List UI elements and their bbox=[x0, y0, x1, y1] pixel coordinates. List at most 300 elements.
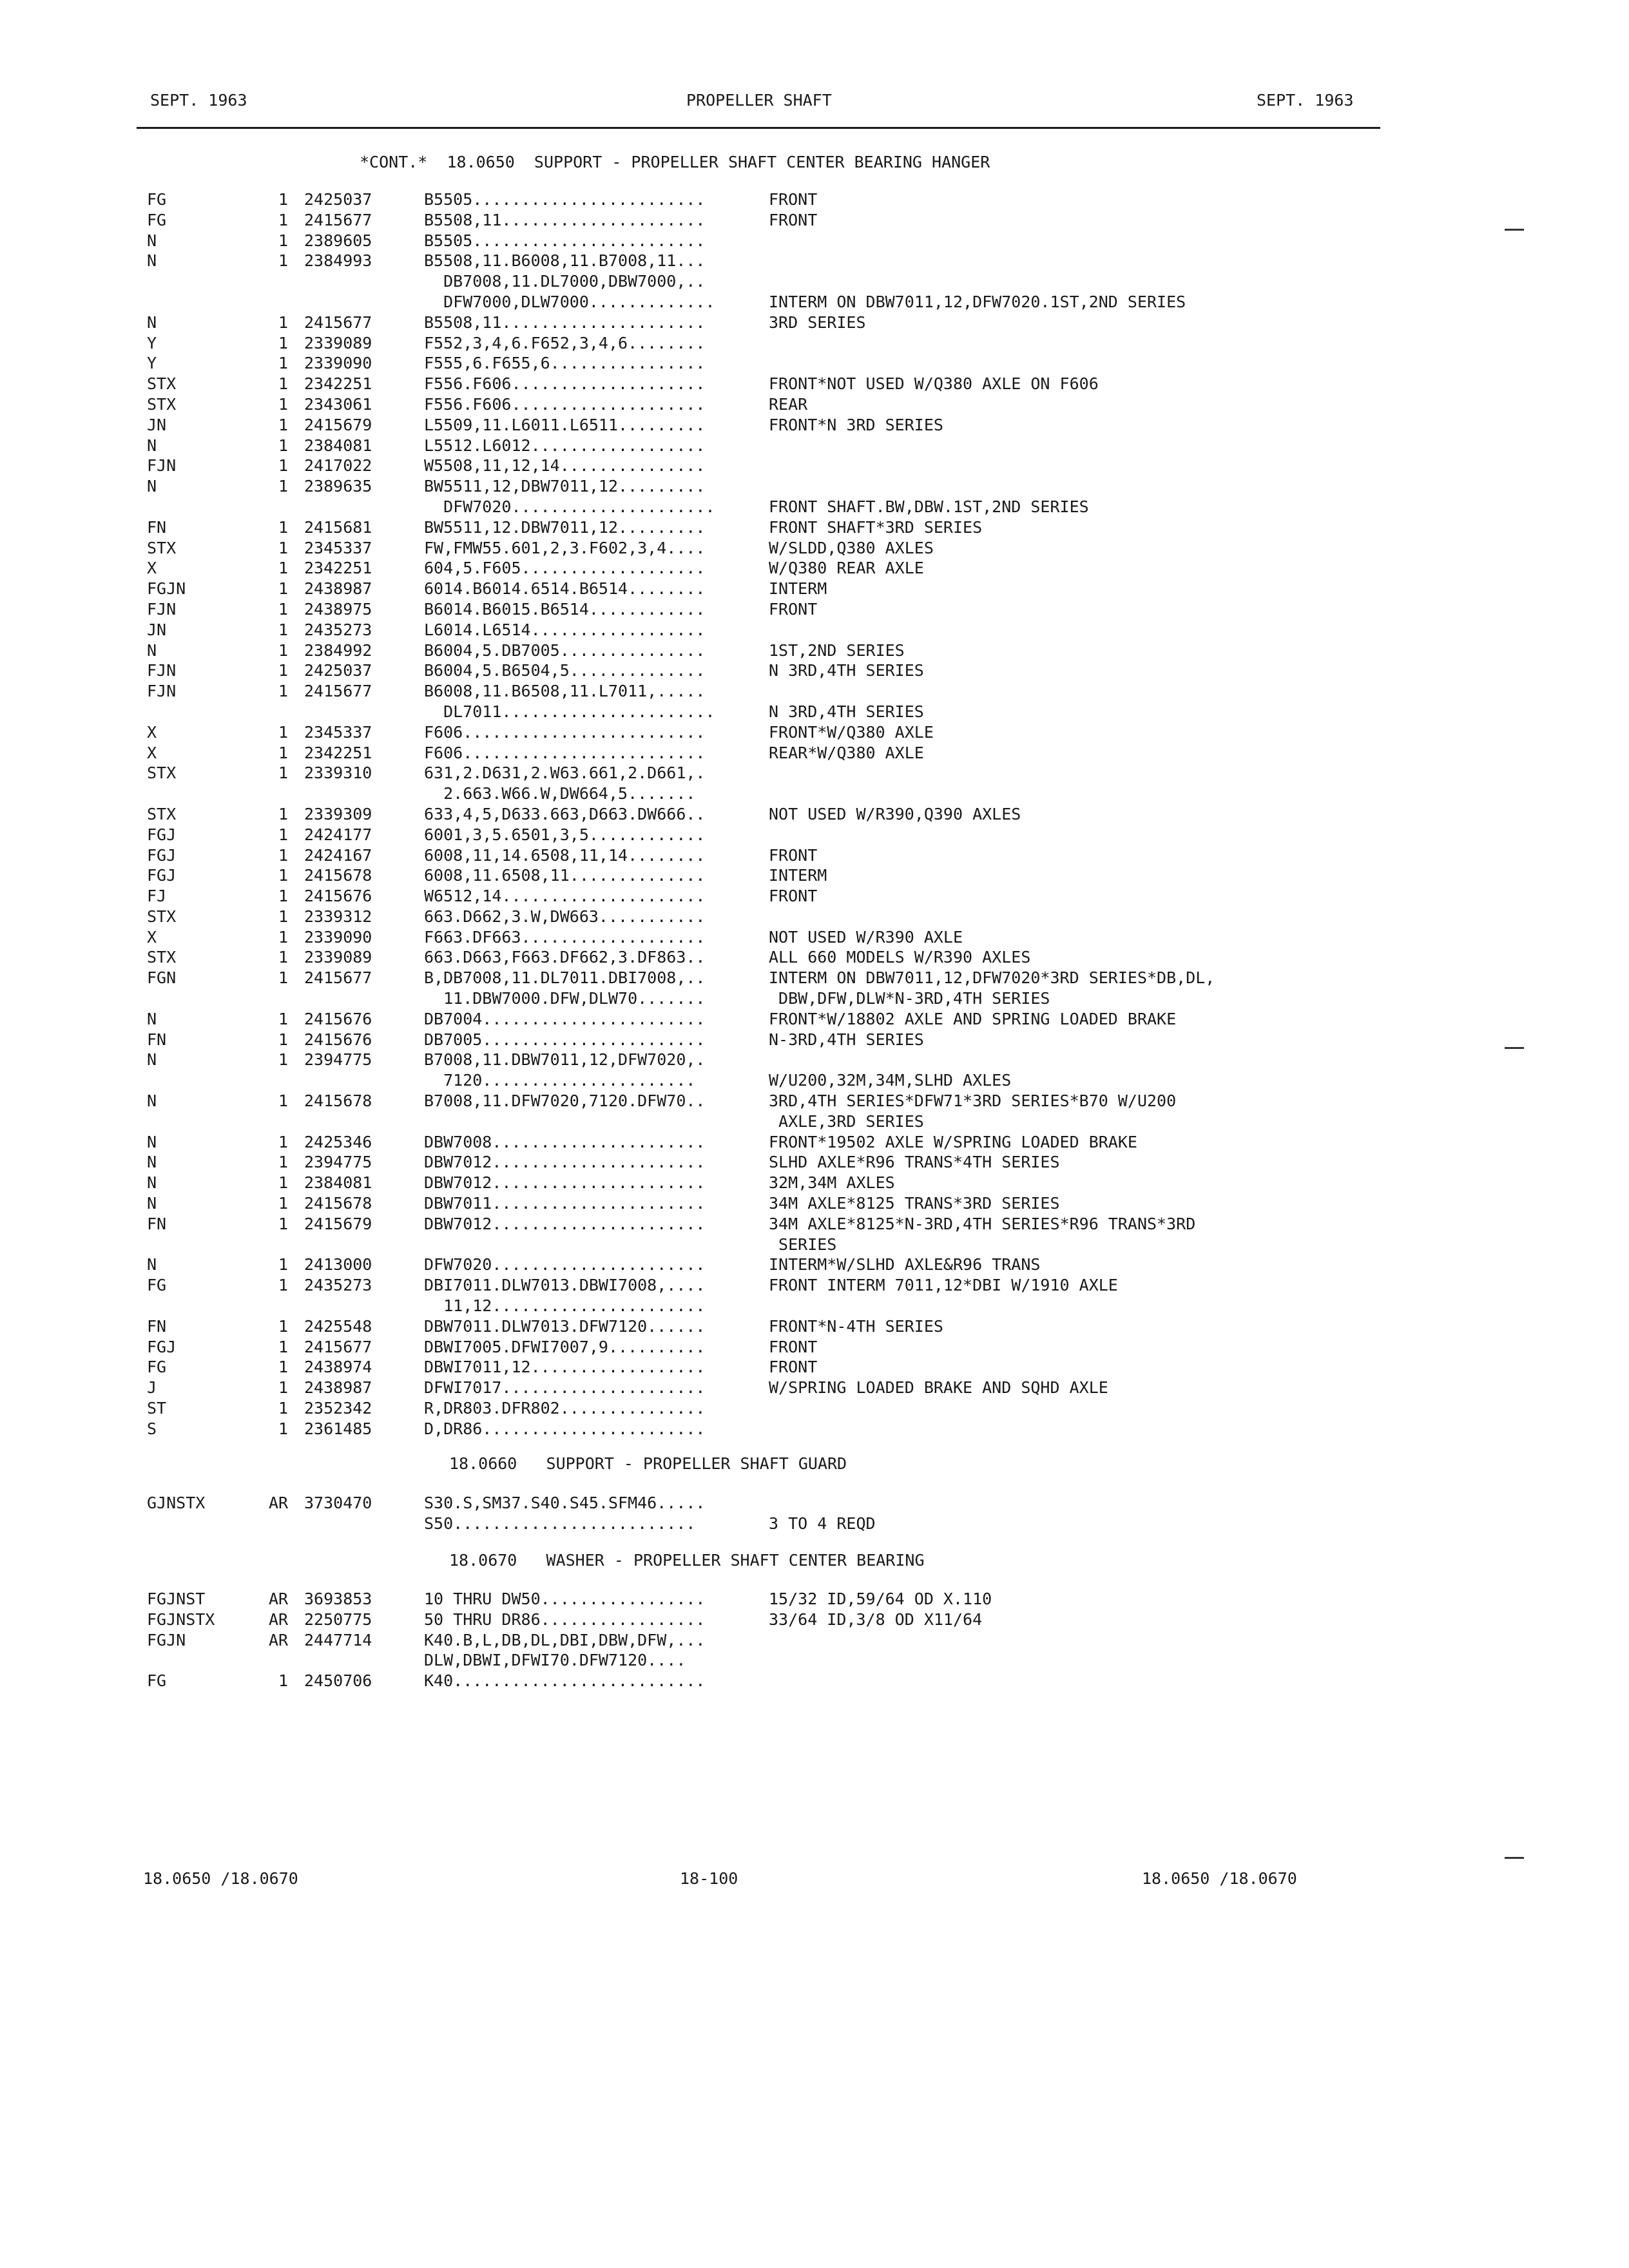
table-row bbox=[0, 517, 1629, 538]
parts-table-18-0650 bbox=[0, 189, 1629, 1439]
row-code: FGJ bbox=[147, 866, 177, 885]
row-note: 1ST,2ND SERIES bbox=[769, 640, 905, 660]
row-models: DBW7012...................... bbox=[424, 1153, 706, 1172]
row-code: N bbox=[147, 1050, 157, 1070]
table-row bbox=[0, 1650, 1629, 1671]
row-code: N bbox=[147, 1173, 157, 1193]
row-models: F606......................... bbox=[424, 743, 706, 762]
row-qty: 1 bbox=[278, 210, 288, 229]
table-row bbox=[0, 783, 1629, 804]
row-note: FRONT SHAFT.BW,DBW.1ST,2ND SERIES bbox=[769, 497, 1089, 516]
row-note: REAR*W/Q380 AXLE bbox=[769, 743, 924, 762]
row-qty: 1 bbox=[278, 477, 288, 496]
footer-page-number: 18-100 bbox=[680, 1869, 738, 1888]
row-qty: 1 bbox=[278, 743, 288, 762]
table-row bbox=[0, 292, 1629, 312]
row-code: N bbox=[147, 1255, 157, 1274]
row-part-number: 2415677 bbox=[304, 312, 372, 332]
row-part-number: 2415678 bbox=[304, 1091, 372, 1111]
row-part-number: 2438974 bbox=[304, 1358, 372, 1377]
row-note: W/SPRING LOADED BRAKE AND SQHD AXLE bbox=[769, 1378, 1108, 1398]
row-part-number: 2435273 bbox=[304, 620, 372, 639]
table-row bbox=[0, 374, 1629, 394]
row-code: FN bbox=[147, 517, 167, 537]
row-note: FRONT bbox=[769, 887, 818, 906]
table-row bbox=[0, 640, 1629, 661]
row-qty: 1 bbox=[278, 948, 288, 967]
row-note: AXLE,3RD SERIES bbox=[769, 1111, 924, 1131]
row-part-number: 2250775 bbox=[304, 1610, 372, 1629]
row-qty: 1 bbox=[278, 1153, 288, 1172]
row-part-number: 2339090 bbox=[304, 354, 372, 373]
row-qty: 1 bbox=[278, 1173, 288, 1193]
table-row bbox=[0, 436, 1629, 456]
table-row bbox=[0, 1091, 1629, 1111]
row-part-number: 2415676 bbox=[304, 887, 372, 906]
header-right-date: SEPT. 1963 bbox=[1257, 91, 1354, 110]
table-row bbox=[0, 189, 1629, 210]
parts-table-18-0670 bbox=[0, 1589, 1629, 1691]
row-qty: 1 bbox=[278, 312, 288, 332]
row-models: K40.B,L,DB,DL,DBI,DBW,DFW,... bbox=[424, 1630, 706, 1649]
row-models: 2.663.W66.W,DW664,5....... bbox=[424, 784, 696, 803]
row-note: FRONT*W/Q380 AXLE bbox=[769, 722, 934, 742]
row-models: B5505........................ bbox=[424, 231, 706, 250]
row-models: DBW7011.DLW7013.DFW7120...... bbox=[424, 1316, 706, 1336]
row-note: REAR bbox=[769, 394, 808, 414]
row-qty: 1 bbox=[278, 1358, 288, 1377]
row-part-number: 2394775 bbox=[304, 1050, 372, 1070]
row-qty: 1 bbox=[278, 866, 288, 885]
row-code: FGJNST bbox=[147, 1590, 206, 1608]
row-models: 6014.B6014.6514.B6514........ bbox=[424, 579, 706, 599]
table-row bbox=[0, 476, 1629, 497]
row-note: DBW,DFW,DLW*N-3RD,4TH SERIES bbox=[769, 989, 1050, 1008]
row-code: STX bbox=[147, 394, 177, 414]
table-row bbox=[0, 1671, 1629, 1691]
table-row bbox=[0, 763, 1629, 783]
row-code: FG bbox=[147, 190, 167, 209]
table-row bbox=[0, 865, 1629, 886]
row-part-number: 2339089 bbox=[304, 948, 372, 967]
table-row bbox=[0, 1111, 1629, 1132]
table-row bbox=[0, 886, 1629, 907]
row-code: N bbox=[147, 1132, 157, 1151]
row-qty: 1 bbox=[278, 394, 288, 414]
row-part-number: 2343061 bbox=[304, 394, 372, 414]
row-qty: 1 bbox=[278, 1276, 288, 1295]
row-code: N bbox=[147, 231, 157, 250]
row-note: FRONT*N-4TH SERIES bbox=[769, 1316, 943, 1336]
table-row bbox=[0, 660, 1629, 681]
row-qty: 1 bbox=[278, 1091, 288, 1111]
table-row bbox=[0, 1337, 1629, 1358]
row-qty: 1 bbox=[278, 579, 288, 599]
row-models: F663.DF663................... bbox=[424, 927, 706, 947]
row-models: F606......................... bbox=[424, 722, 706, 742]
row-code: N bbox=[147, 1009, 157, 1028]
row-models: W6512,14..................... bbox=[424, 887, 706, 906]
row-note: INTERM ON DBW7011,12,DFW7020*3RD SERIES*DB,DL, bbox=[769, 968, 1215, 988]
footer-right-ref: 18.0650 /18.0670 bbox=[1142, 1869, 1297, 1888]
row-part-number: 2413000 bbox=[304, 1255, 372, 1274]
row-note: FRONT bbox=[769, 190, 818, 209]
table-row bbox=[0, 1235, 1629, 1255]
row-code: JN bbox=[147, 620, 167, 639]
row-note: 15/32 ID,59/64 OD X.110 bbox=[769, 1590, 992, 1608]
table-row bbox=[0, 1589, 1629, 1610]
row-note: FRONT bbox=[769, 1337, 818, 1356]
margin-mark bbox=[1505, 1857, 1524, 1859]
row-models: DL7011...................... bbox=[424, 702, 715, 721]
row-part-number: 2415676 bbox=[304, 1009, 372, 1028]
row-part-number: 2342251 bbox=[304, 743, 372, 762]
row-code: FN bbox=[147, 1214, 167, 1233]
table-row bbox=[0, 1378, 1629, 1398]
row-models: 633,4,5,D633.663,D663.DW666.. bbox=[424, 804, 706, 823]
row-note: W/Q380 REAR AXLE bbox=[769, 559, 924, 578]
row-part-number: 2389635 bbox=[304, 477, 372, 496]
row-note: FRONT*19502 AXLE W/SPRING LOADED BRAKE bbox=[769, 1132, 1137, 1151]
table-row bbox=[0, 415, 1629, 436]
table-row bbox=[0, 231, 1629, 251]
row-qty: 1 bbox=[278, 559, 288, 578]
row-part-number: 2389605 bbox=[304, 231, 372, 250]
row-part-number: 2415678 bbox=[304, 1194, 372, 1213]
row-code: FGN bbox=[147, 968, 177, 988]
row-note: 3 TO 4 REQD bbox=[769, 1514, 876, 1533]
row-part-number: 2415679 bbox=[304, 415, 372, 434]
row-part-number: 2339090 bbox=[304, 927, 372, 947]
row-models: B7008,11.DFW7020,7120.DFW70.. bbox=[424, 1091, 706, 1111]
row-models: 50 THRU DR86................. bbox=[424, 1610, 706, 1629]
row-note: SERIES bbox=[769, 1235, 837, 1254]
row-models: 663.D662,3.W,DW663........... bbox=[424, 907, 706, 926]
row-qty: 1 bbox=[278, 845, 288, 865]
row-models: DB7004....................... bbox=[424, 1009, 706, 1028]
table-row bbox=[0, 333, 1629, 354]
row-qty: 1 bbox=[278, 825, 288, 844]
table-row bbox=[0, 271, 1629, 292]
row-part-number: 2435273 bbox=[304, 1276, 372, 1295]
row-code: FN bbox=[147, 1316, 167, 1336]
row-part-number: 2450706 bbox=[304, 1671, 372, 1691]
row-part-number: 2339310 bbox=[304, 764, 372, 783]
table-row bbox=[0, 1398, 1629, 1419]
row-note: SLHD AXLE*R96 TRANS*4TH SERIES bbox=[769, 1153, 1060, 1172]
row-qty: 1 bbox=[278, 907, 288, 926]
row-note: W/U200,32M,34M,SLHD AXLES bbox=[769, 1071, 1012, 1090]
row-note: N-3RD,4TH SERIES bbox=[769, 1030, 924, 1049]
row-qty: 1 bbox=[278, 661, 288, 680]
row-note: ALL 660 MODELS W/R390 AXLES bbox=[769, 948, 1031, 967]
row-qty: 1 bbox=[278, 354, 288, 373]
table-row bbox=[0, 620, 1629, 640]
table-row bbox=[0, 988, 1629, 1009]
row-note: FRONT INTERM 7011,12*DBI W/1910 AXLE bbox=[769, 1276, 1118, 1295]
margin-mark bbox=[1505, 1047, 1524, 1049]
row-models: DLW,DBWI,DFWI70.DFW7120.... bbox=[424, 1651, 686, 1670]
row-note: 3RD,4TH SERIES*DFW71*3RD SERIES*B70 W/U200 bbox=[769, 1091, 1177, 1111]
row-part-number: 2345337 bbox=[304, 722, 372, 742]
row-part-number: 2415677 bbox=[304, 1337, 372, 1356]
row-code: STX bbox=[147, 907, 177, 926]
table-row bbox=[0, 1193, 1629, 1214]
row-code: STX bbox=[147, 948, 177, 967]
row-qty: 1 bbox=[278, 1050, 288, 1070]
row-qty: 1 bbox=[278, 1132, 288, 1151]
row-models: B5508,11.B6008,11.B7008,11... bbox=[424, 251, 706, 271]
table-row bbox=[0, 1419, 1629, 1439]
table-row bbox=[0, 579, 1629, 599]
row-models: S30.S,SM37.S40.S45.SFM46..... bbox=[424, 1494, 706, 1512]
margin-mark bbox=[1505, 229, 1524, 231]
row-part-number: 2384992 bbox=[304, 640, 372, 660]
row-code: FGJN bbox=[147, 1630, 186, 1649]
table-row bbox=[0, 210, 1629, 231]
row-models: 7120...................... bbox=[424, 1071, 696, 1090]
row-code: X bbox=[147, 722, 157, 742]
table-row bbox=[0, 1030, 1629, 1050]
row-part-number: 2339309 bbox=[304, 804, 372, 823]
row-models: K40.......................... bbox=[424, 1671, 706, 1691]
row-part-number: 2415681 bbox=[304, 517, 372, 537]
row-models: DBW7008...................... bbox=[424, 1132, 706, 1151]
row-qty: 1 bbox=[278, 1378, 288, 1398]
row-part-number: 2352342 bbox=[304, 1399, 372, 1418]
row-qty: 1 bbox=[278, 333, 288, 352]
row-models: DBW7012...................... bbox=[424, 1214, 706, 1233]
row-qty: 1 bbox=[278, 1214, 288, 1233]
row-models: 631,2.D631,2.W63.661,2.D661,. bbox=[424, 764, 706, 783]
row-models: R,DR803.DFR802............... bbox=[424, 1399, 706, 1418]
row-code: N bbox=[147, 312, 157, 332]
row-code: FJ bbox=[147, 887, 167, 906]
table-row bbox=[0, 1009, 1629, 1030]
row-note: INTERM bbox=[769, 866, 827, 885]
row-models: DFW7020...................... bbox=[424, 1255, 706, 1274]
row-code: Y bbox=[147, 333, 157, 352]
row-code: N bbox=[147, 640, 157, 660]
row-models: 11.DBW7000.DFW,DLW70....... bbox=[424, 989, 706, 1008]
row-qty: 1 bbox=[278, 436, 288, 455]
row-qty: 1 bbox=[278, 456, 288, 476]
row-models: DFWI7017..................... bbox=[424, 1378, 706, 1398]
row-part-number: 2425548 bbox=[304, 1316, 372, 1336]
row-note: 32M,34M AXLES bbox=[769, 1173, 895, 1193]
row-part-number: 2345337 bbox=[304, 538, 372, 557]
row-part-number: 2415677 bbox=[304, 682, 372, 701]
row-qty: 1 bbox=[278, 190, 288, 209]
row-code: FGJ bbox=[147, 845, 177, 865]
row-models: L6014.L6514.................. bbox=[424, 620, 706, 639]
row-qty: 1 bbox=[278, 1337, 288, 1356]
row-code: ST bbox=[147, 1399, 167, 1418]
row-note: FRONT*W/18802 AXLE AND SPRING LOADED BRAKE bbox=[769, 1009, 1177, 1028]
row-code: X bbox=[147, 927, 157, 947]
table-row bbox=[0, 394, 1629, 415]
row-models: DBW7012...................... bbox=[424, 1173, 706, 1193]
table-row bbox=[0, 599, 1629, 620]
row-note: NOT USED W/R390 AXLE bbox=[769, 927, 963, 947]
row-part-number: 2425037 bbox=[304, 190, 372, 209]
row-note: FRONT*NOT USED W/Q380 AXLE ON F606 bbox=[769, 374, 1099, 394]
row-note: NOT USED W/R390,Q390 AXLES bbox=[769, 804, 1021, 823]
row-code: N bbox=[147, 251, 157, 271]
row-models: DBWI7005.DFWI7007,9.......... bbox=[424, 1337, 706, 1356]
header-left-date: SEPT. 1963 bbox=[150, 91, 247, 110]
table-row bbox=[0, 1493, 1629, 1514]
row-note: INTERM ON DBW7011,12,DFW7020.1ST,2ND SERIES bbox=[769, 292, 1186, 311]
row-code: N bbox=[147, 1153, 157, 1172]
row-part-number: 2384081 bbox=[304, 436, 372, 455]
row-code: N bbox=[147, 1091, 157, 1111]
table-row bbox=[0, 845, 1629, 866]
row-models: S50......................... bbox=[424, 1514, 696, 1533]
row-models: 6001,3,5.6501,3,5............ bbox=[424, 825, 706, 844]
row-models: F552,3,4,6.F652,3,4,6........ bbox=[424, 333, 706, 352]
table-row bbox=[0, 312, 1629, 333]
row-qty: AR bbox=[269, 1590, 289, 1608]
row-qty: 1 bbox=[278, 887, 288, 906]
row-models: 6008,11,14.6508,11,14........ bbox=[424, 845, 706, 865]
row-part-number: 2339089 bbox=[304, 333, 372, 352]
table-row bbox=[0, 1296, 1629, 1316]
row-qty: 1 bbox=[278, 764, 288, 783]
row-qty: AR bbox=[269, 1610, 289, 1629]
row-qty: 1 bbox=[278, 968, 288, 988]
row-code: STX bbox=[147, 374, 177, 394]
row-part-number: 2384081 bbox=[304, 1173, 372, 1193]
table-row bbox=[0, 1214, 1629, 1235]
row-code: STX bbox=[147, 764, 177, 783]
table-row bbox=[0, 497, 1629, 517]
row-models: DBI7011.DLW7013.DBWI7008,.... bbox=[424, 1276, 706, 1295]
row-part-number: 2424177 bbox=[304, 825, 372, 844]
row-models: F556.F606.................... bbox=[424, 374, 706, 394]
row-part-number: 2447714 bbox=[304, 1630, 372, 1649]
table-row bbox=[0, 1316, 1629, 1337]
table-row bbox=[0, 907, 1629, 927]
row-qty: 1 bbox=[278, 722, 288, 742]
row-models: W5508,11,12,14............... bbox=[424, 456, 706, 476]
row-note: 34M AXLE*8125*N-3RD,4TH SERIES*R96 TRANS*3RD bbox=[769, 1214, 1196, 1233]
row-note: FRONT bbox=[769, 599, 818, 619]
row-qty: 1 bbox=[278, 538, 288, 557]
table-row bbox=[0, 927, 1629, 948]
row-models: 11,12...................... bbox=[424, 1296, 706, 1316]
row-part-number: 2425037 bbox=[304, 661, 372, 680]
row-models: B5508,11..................... bbox=[424, 312, 706, 332]
row-code: FG bbox=[147, 1671, 167, 1691]
row-models: L5509,11.L6011.L6511......... bbox=[424, 415, 706, 434]
table-row bbox=[0, 353, 1629, 374]
table-row bbox=[0, 825, 1629, 845]
row-code: N bbox=[147, 436, 157, 455]
header-title: PROPELLER SHAFT bbox=[686, 91, 832, 110]
row-code: FJN bbox=[147, 599, 177, 619]
row-qty: 1 bbox=[278, 1030, 288, 1049]
row-qty: 1 bbox=[278, 1399, 288, 1418]
row-models: DBW7011...................... bbox=[424, 1194, 706, 1213]
row-qty: 1 bbox=[278, 517, 288, 537]
row-code: GJNSTX bbox=[147, 1494, 206, 1512]
row-note: 3RD SERIES bbox=[769, 312, 866, 332]
row-code: FGJ bbox=[147, 825, 177, 844]
row-models: BW5511,12.DBW7011,12......... bbox=[424, 517, 706, 537]
row-note: FRONT bbox=[769, 845, 818, 865]
row-part-number: 2384993 bbox=[304, 251, 372, 271]
row-qty: 1 bbox=[278, 682, 288, 701]
row-code: X bbox=[147, 743, 157, 762]
table-row bbox=[0, 804, 1629, 825]
row-code: FJN bbox=[147, 682, 177, 701]
row-code: X bbox=[147, 559, 157, 578]
row-qty: 1 bbox=[278, 1419, 288, 1438]
row-part-number: 2425346 bbox=[304, 1132, 372, 1151]
table-row bbox=[0, 558, 1629, 579]
row-part-number: 2415679 bbox=[304, 1214, 372, 1233]
row-models: B6004,5.DB7005............... bbox=[424, 640, 706, 660]
row-code: FJN bbox=[147, 456, 177, 476]
row-qty: 1 bbox=[278, 1009, 288, 1028]
row-note: FRONT bbox=[769, 210, 818, 229]
section-title-18-0670: 18.0670 WASHER - PROPELLER SHAFT CENTER BEARING bbox=[449, 1551, 925, 1570]
row-code: FG bbox=[147, 1358, 167, 1377]
row-code: STX bbox=[147, 804, 177, 823]
row-models: DFW7000,DLW7000............. bbox=[424, 292, 715, 311]
row-models: BW5511,12,DBW7011,12......... bbox=[424, 477, 706, 496]
row-part-number: 2415677 bbox=[304, 210, 372, 229]
row-qty: 1 bbox=[278, 640, 288, 660]
row-part-number: 2415677 bbox=[304, 968, 372, 988]
row-models: B6004,5.B6504,5.............. bbox=[424, 661, 706, 680]
row-qty: 1 bbox=[278, 374, 288, 394]
row-code: FGJNSTX bbox=[147, 1610, 215, 1629]
section-title-18-0650: *CONT.* 18.0650 SUPPORT - PROPELLER SHAFT CENTER BEARING HANGER bbox=[360, 153, 990, 171]
row-part-number: 2438987 bbox=[304, 579, 372, 599]
row-note: INTERM*W/SLHD AXLE&R96 TRANS bbox=[769, 1255, 1041, 1274]
table-row bbox=[0, 456, 1629, 476]
section-title-18-0660: 18.0660 SUPPORT - PROPELLER SHAFT GUARD bbox=[449, 1454, 847, 1473]
row-part-number: 3693853 bbox=[304, 1590, 372, 1608]
table-row bbox=[0, 1050, 1629, 1070]
table-row bbox=[0, 1357, 1629, 1378]
row-qty: 1 bbox=[278, 927, 288, 947]
row-qty: 1 bbox=[278, 804, 288, 823]
row-part-number: 2342251 bbox=[304, 559, 372, 578]
parts-table-18-0660 bbox=[0, 1493, 1629, 1534]
row-qty: AR bbox=[269, 1630, 289, 1649]
row-note: N 3RD,4TH SERIES bbox=[769, 661, 924, 680]
row-code: FJN bbox=[147, 661, 177, 680]
table-row bbox=[0, 681, 1629, 702]
row-qty: 1 bbox=[278, 251, 288, 271]
row-part-number: 2438987 bbox=[304, 1378, 372, 1398]
row-qty: 1 bbox=[278, 1194, 288, 1213]
row-qty: AR bbox=[269, 1494, 289, 1512]
row-code: N bbox=[147, 1194, 157, 1213]
table-row bbox=[0, 1070, 1629, 1091]
table-row bbox=[0, 1254, 1629, 1275]
row-code: J bbox=[147, 1378, 157, 1398]
row-models: DB7008,11.DL7000,DBW7000,.. bbox=[424, 272, 706, 291]
table-row bbox=[0, 1152, 1629, 1173]
row-models: DB7005....................... bbox=[424, 1030, 706, 1049]
row-qty: 1 bbox=[278, 599, 288, 619]
row-part-number: 3730470 bbox=[304, 1494, 372, 1512]
row-code: S bbox=[147, 1419, 157, 1438]
